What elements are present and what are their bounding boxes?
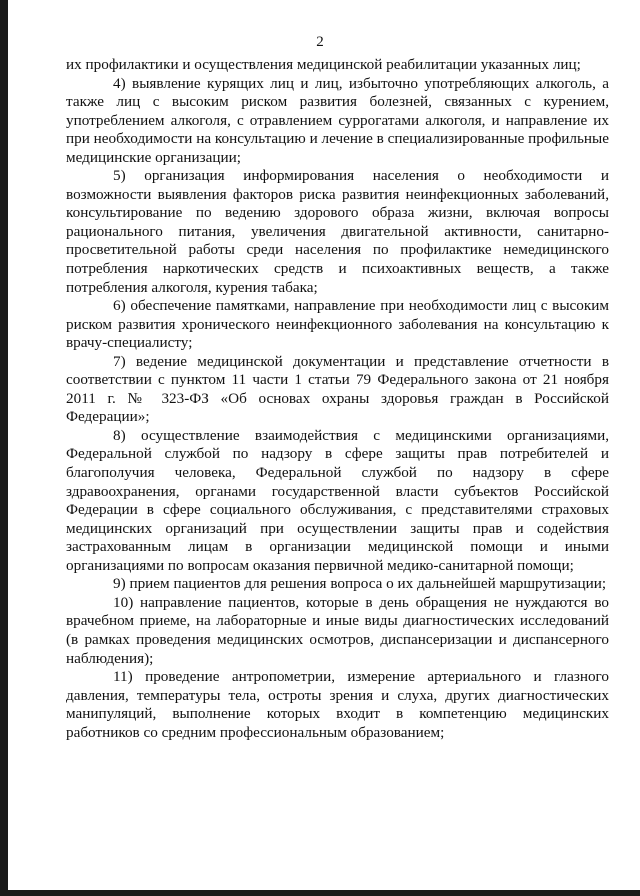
- paragraph-item-7: 7) ведение медицинской документации и представление отчетности в соответствии с пунктом 11 части 1 статьи 79 Федерального закона от 21 ноября 2011 г. № 323-ФЗ «Об основах охраны здоровья граждан в Российской Федерации»;: [66, 352, 609, 426]
- paragraph-continuation: их профилактики и осуществления медицинской реабилитации указанных лиц;: [66, 56, 581, 73]
- page-number: 2: [316, 34, 324, 50]
- scan-edge-bottom: [0, 890, 640, 896]
- document-body: [66, 56, 609, 742]
- paragraph-item-5: 5) организация информирования населения о необходимости и возможности выявления факторов риска развития неинфекционных заболеваний, консультирование по ведению здорового образа жизни, включая вопросы рационального питания, увеличения двигательной активности, санитарно-просветительной работы среди населения по профилактике немедицинского потребления наркотических средств и психоактивных веществ, а также потребления алкоголя, курения табака;: [66, 167, 609, 296]
- paragraph-item-9: 9) прием пациентов для решения вопроса о их дальнейшей маршрутизации;: [113, 575, 607, 593]
- paragraph-item-4: 4) выявление курящих лиц и лиц, избыточно употребляющих алкоголь, а также лиц с высоким риском развития болезней, связанных с курением, употреблением алкоголя, с отравлением суррогатами алкоголя, и направление их при необходимости на консультацию и лечение в специализированные профильные медицинские организации;: [66, 74, 609, 166]
- paragraph-item-10: 10) направление пациентов, которые в день обращения не нуждаются во врачебном приеме, на лабораторные и иные виды диагностических исследований (в рамках проведения медицинских осмотров, диспансеризации и диспансерного наблюдения);: [66, 593, 609, 667]
- paragraph-item-6: 6) обеспечение памятками, направление при необходимости лиц с высоким риском развития хронического неинфекционного заболевания на консультацию к врачу-специалисту;: [66, 297, 609, 352]
- scan-edge-left: [0, 0, 8, 896]
- paragraph-item-11: 11) проведение антропометрии, измерение артериального и глазного давления, температуры тела, остроты зрения и слуха, других диагностических манипуляций, выполнение которых входит в компетенцию медицинских работников со средним профессиональным образованием;: [66, 668, 609, 741]
- paragraph-item-8: 8) осуществление взаимодействия с медицинскими организациями, Федеральной службой по надзору в сфере защиты прав потребителей и благополучия человека, Федеральной службой по надзору в сфере здравоохранения, органами государственной власти субъектов Российской Федерации в сфере социального обслуживания, с представителями страховых медицинских организаций при осуществлении защиты прав и содействия застрахованным лицам в организации медицинской помощи и иными организациями по вопросам оказания первичной медико-санитарной помощи;: [66, 426, 609, 574]
